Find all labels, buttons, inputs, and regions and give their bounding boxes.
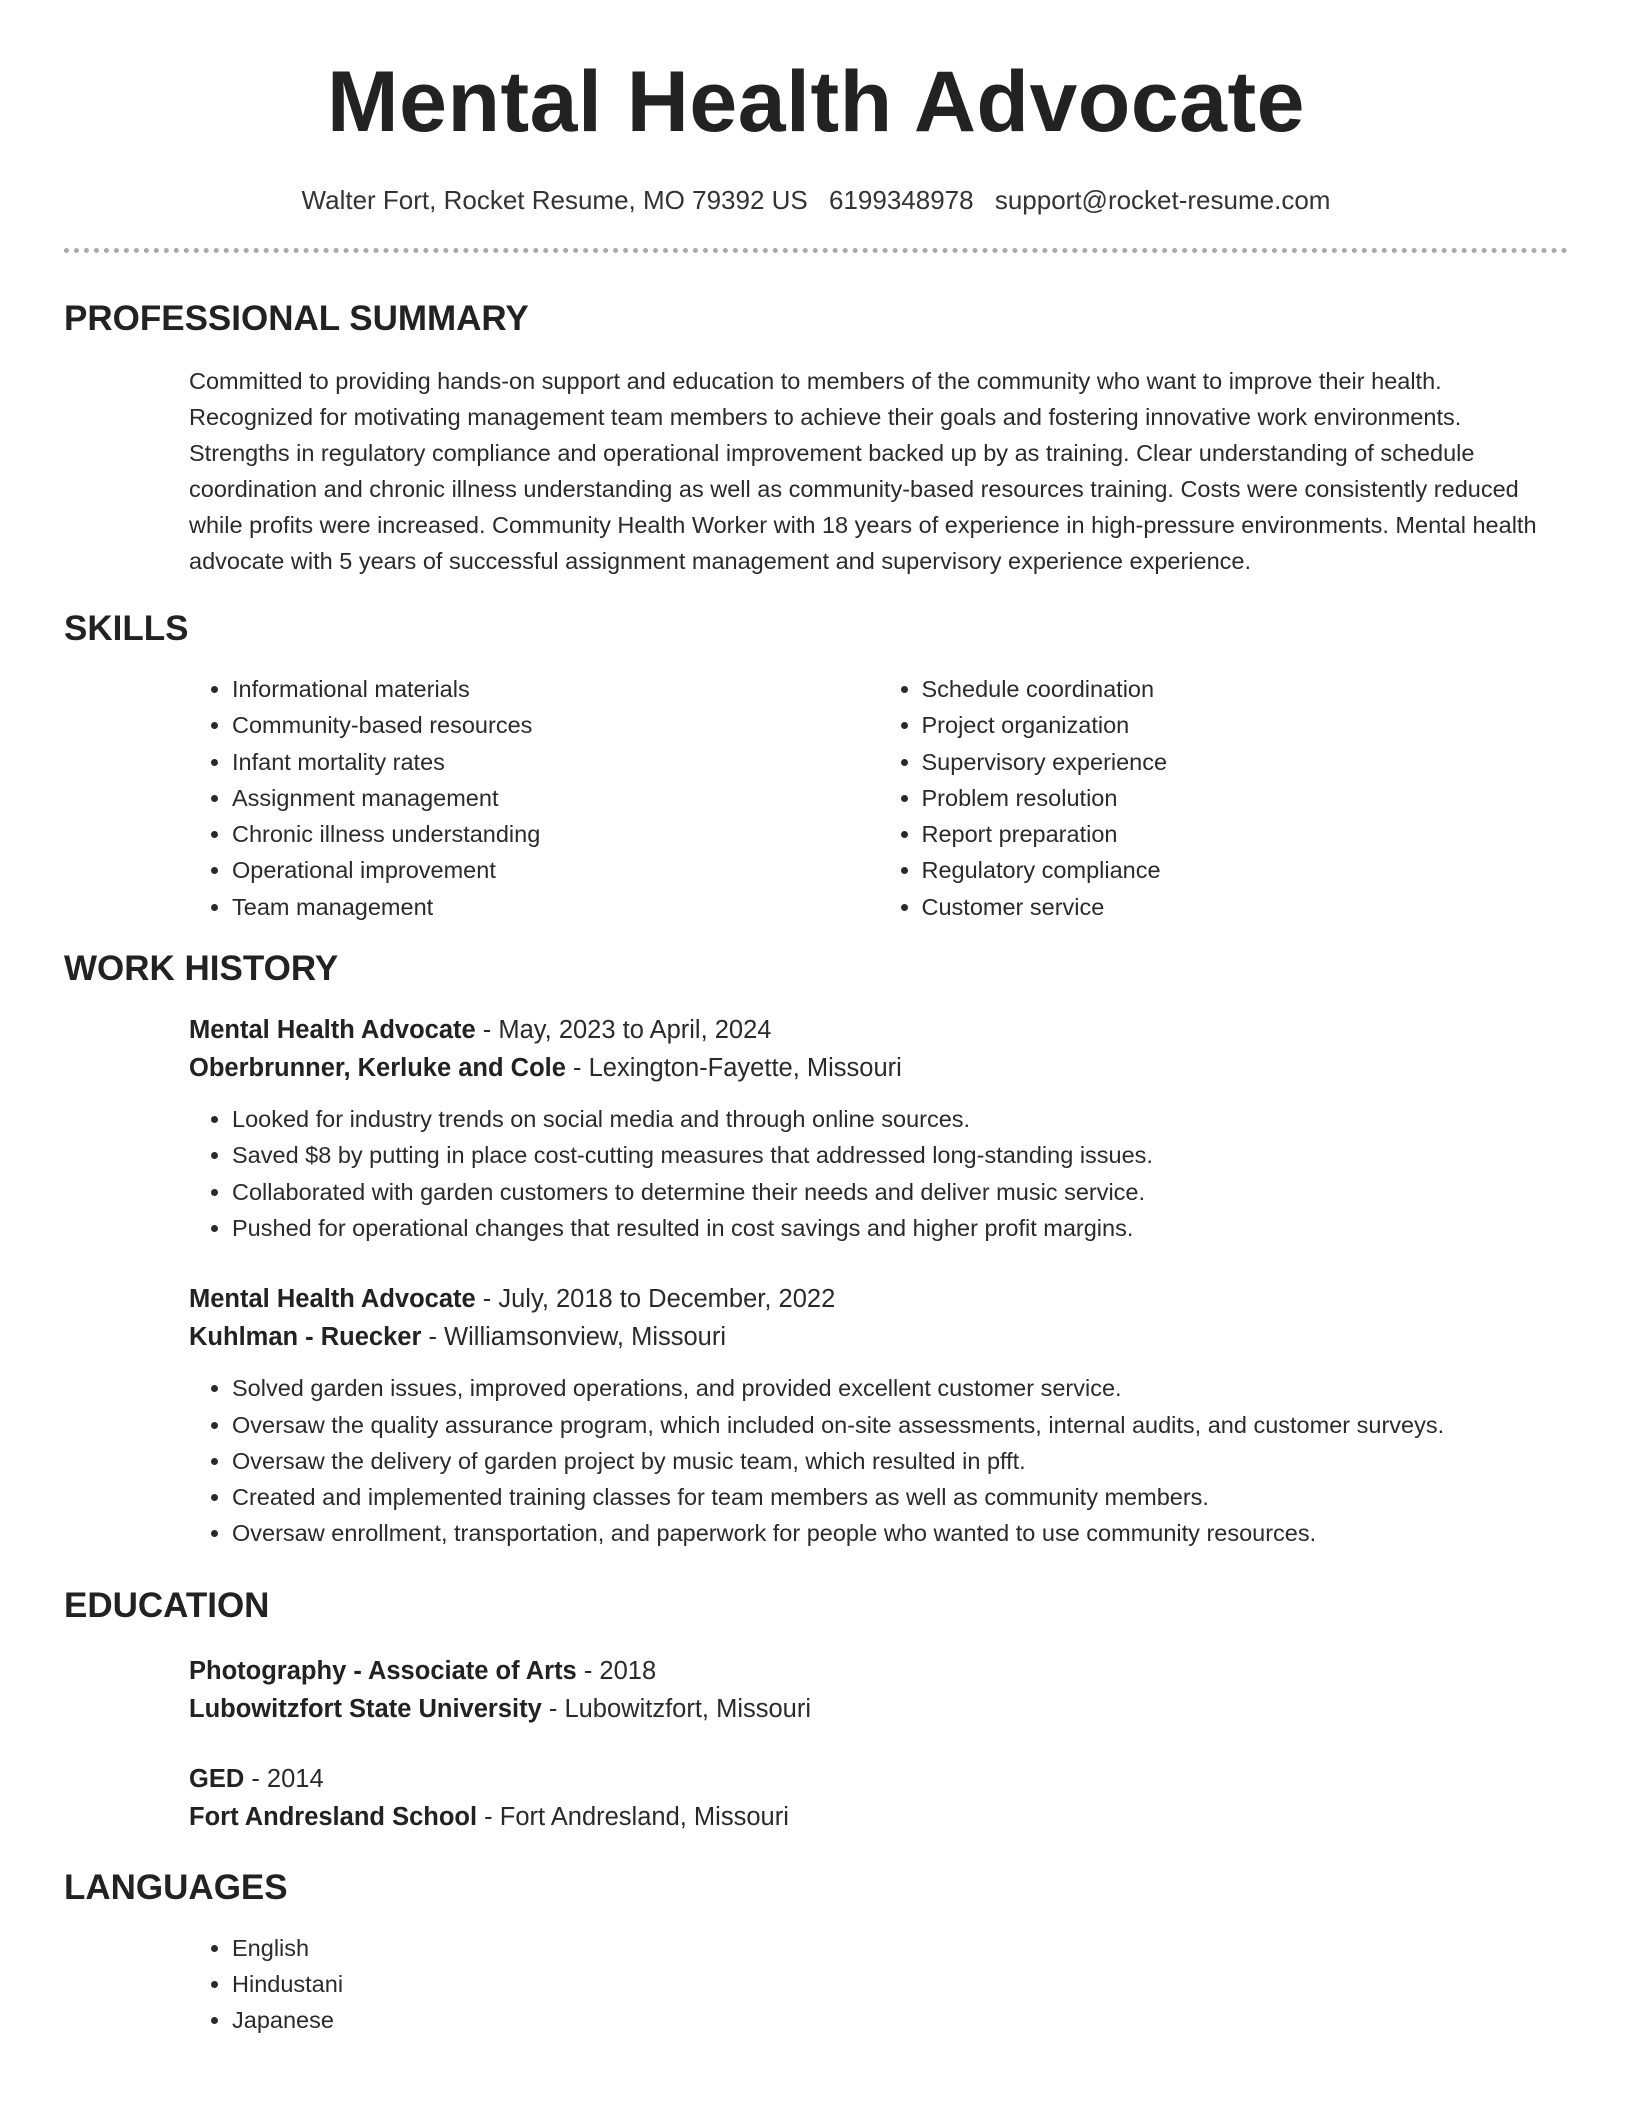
skill-item: • Infant mortality rates	[232, 744, 879, 780]
contact-email: support@rocket-resume.com	[994, 185, 1331, 215]
skill-item: • Operational improvement	[232, 852, 879, 888]
skills-title: SKILLS	[64, 609, 189, 648]
skills-section	[64, 607, 1568, 925]
job-dates: - May, 2023 to April, 2024	[475, 1016, 772, 1045]
education-title: EDUCATION	[64, 1585, 270, 1625]
job-dates: - July, 2018 to December, 2022	[475, 1285, 836, 1314]
summary-section	[64, 297, 1568, 579]
job-company: Oberbrunner, Kerluke and Cole	[189, 1054, 566, 1083]
skills-column-left	[189, 671, 879, 925]
job-duties	[189, 1101, 1568, 1246]
resume-name: Mental Health Advocate	[327, 54, 1305, 150]
job-company: Kuhlman - Ruecker	[189, 1323, 422, 1352]
skill-item: • Regulatory compliance	[922, 852, 1569, 888]
job-entry	[189, 1280, 1568, 1551]
job-duty: • Pushed for operational changes that resulted in cost savings and higher profit margins.	[232, 1210, 1568, 1246]
work-history-section	[64, 947, 1568, 1552]
education-degree: GED	[189, 1764, 245, 1793]
job-heading	[189, 1011, 1568, 1049]
skill-item: • Customer service	[922, 889, 1569, 925]
job-role: Mental Health Advocate	[189, 1016, 476, 1045]
languages-title: LANGUAGES	[64, 1867, 288, 1907]
education-location: - Fort Andresland, Missouri	[477, 1802, 789, 1831]
job-duty: • Looked for industry trends on social media and through online sources.	[232, 1101, 1568, 1137]
skill-item: • Report preparation	[922, 816, 1569, 852]
skill-item: • Community-based resources	[232, 707, 879, 743]
education-entry	[189, 1760, 1568, 1836]
job-duty: • Oversaw the delivery of garden project by music team, which resulted in pfft.	[232, 1443, 1568, 1479]
skills-column-right	[879, 671, 1569, 925]
education-year: - 2018	[576, 1656, 657, 1685]
job-employer	[189, 1049, 1568, 1087]
contact-phone: 6199348978	[828, 185, 974, 215]
language-item: • English	[232, 1930, 1568, 1966]
job-duty: • Oversaw enrollment, transportation, and paperwork for people who wanted to use community resources.	[232, 1515, 1568, 1551]
education-section	[64, 1584, 1568, 1836]
contact-address: Walter Fort, Rocket Resume, MO 79392 US	[301, 185, 808, 215]
job-role: Mental Health Advocate	[189, 1285, 476, 1314]
languages-list	[189, 1930, 1568, 2039]
skill-item: • Team management	[232, 889, 879, 925]
work-history-title: WORK HISTORY	[64, 949, 339, 989]
skill-item: • Problem resolution	[922, 780, 1569, 816]
languages-section	[64, 1866, 1568, 2039]
skill-item: • Supervisory experience	[922, 744, 1569, 780]
education-school: Lubowitzfort State University	[189, 1694, 542, 1723]
job-location: - Lexington-Fayette, Missouri	[565, 1054, 902, 1083]
education-location: - Lubowitzfort, Missouri	[541, 1694, 812, 1723]
education-heading	[189, 1652, 1568, 1690]
contact-info	[64, 182, 1568, 218]
education-institution	[189, 1798, 1568, 1836]
education-institution	[189, 1690, 1568, 1728]
job-duty: • Solved garden issues, improved operations, and provided excellent customer service.	[232, 1370, 1568, 1406]
job-location: - Williamsonview, Missouri	[421, 1323, 727, 1352]
education-entry	[189, 1652, 1568, 1728]
skills-grid	[189, 671, 1568, 925]
summary-text: Committed to providing hands-on support and education to members of the community who want to improve their health. Recognized for motivating management team members to achieve their goals and fostering innovative work environments. Strengths in regulatory compliance and operational improvement backed up by as training. Clear understanding of schedule coordination and chronic illness understanding as well as community-based resources training. Costs were consistently reduced while profits were increased. Community Health Worker with 18 years of experience in high-pressure environments. Mental health advocate with 5 years of successful assignment management and supervisory experience experience.	[189, 368, 1537, 574]
skill-item: • Project organization	[922, 707, 1569, 743]
languages-bullets	[189, 1930, 1568, 2039]
skill-item: • Informational materials	[232, 671, 879, 707]
job-employer	[189, 1318, 1568, 1356]
language-item: • Hindustani	[232, 1966, 1568, 2002]
job-duty: • Saved $8 by putting in place cost-cutting measures that addressed long-standing issues.	[232, 1137, 1568, 1173]
header-divider	[64, 248, 1568, 253]
education-year: - 2014	[244, 1764, 324, 1793]
education-school: Fort Andresland School	[189, 1802, 478, 1831]
job-duty: • Created and implemented training classes for team members as well as community members.	[232, 1479, 1568, 1515]
skill-item: • Schedule coordination	[922, 671, 1569, 707]
skill-item: • Chronic illness understanding	[232, 816, 879, 852]
skill-item: • Assignment management	[232, 780, 879, 816]
job-heading	[189, 1280, 1568, 1318]
job-duties	[189, 1370, 1568, 1551]
job-duty: • Collaborated with garden customers to determine their needs and deliver music service.	[232, 1174, 1568, 1210]
job-duty: • Oversaw the quality assurance program, which included on-site assessments, internal audits, and customer surveys.	[232, 1407, 1568, 1443]
education-degree: Photography - Associate of Arts	[189, 1656, 577, 1685]
language-item: • Japanese	[232, 2002, 1568, 2038]
education-heading	[189, 1760, 1568, 1798]
summary-title: PROFESSIONAL SUMMARY	[64, 299, 529, 338]
job-entry	[189, 1011, 1568, 1246]
